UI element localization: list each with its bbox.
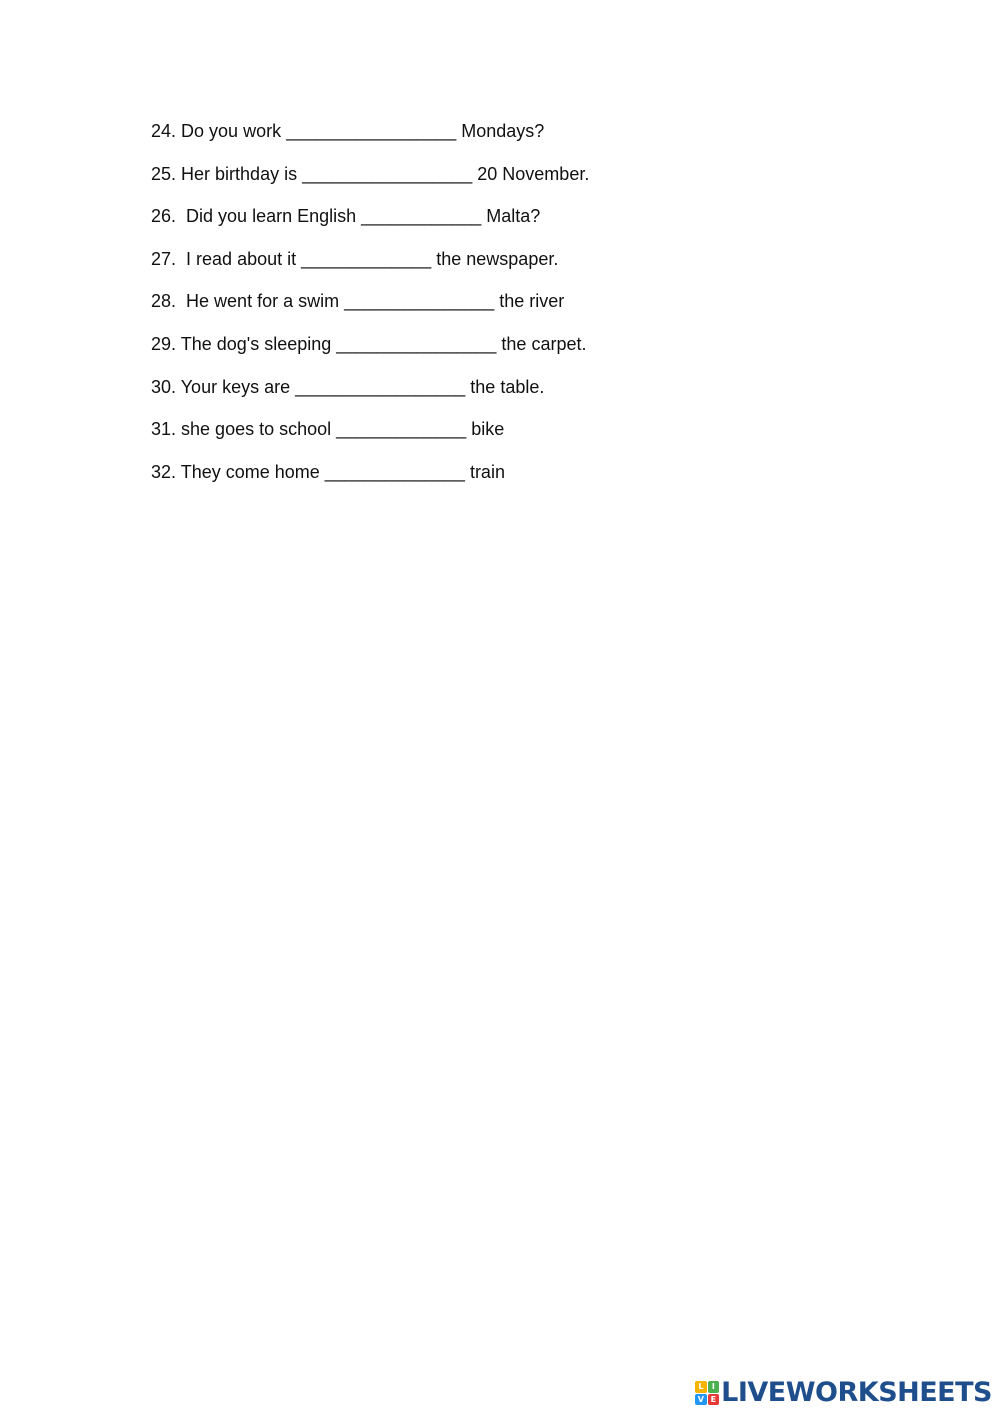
answer-blank[interactable]: ____________: [361, 206, 482, 227]
question-text-after: bike: [466, 419, 505, 440]
answer-blank[interactable]: _____________: [336, 419, 467, 440]
question-number: 24.: [151, 121, 177, 141]
question-text-before: They come home: [176, 461, 325, 482]
question-text-after: the newspaper.: [431, 248, 559, 269]
question-text-before: Do you work: [176, 121, 287, 141]
question-29: [151, 331, 589, 374]
question-text-after: the carpet.: [496, 333, 587, 354]
question-text-after: the river: [494, 291, 565, 312]
logo-mark-letter: V: [695, 1394, 707, 1406]
answer-blank[interactable]: _________________: [286, 121, 457, 141]
question-number: 27.: [151, 248, 177, 269]
question-number: 25.: [151, 163, 177, 184]
question-text-after: Malta?: [481, 206, 541, 227]
question-text-after: Mondays?: [456, 121, 545, 141]
question-number: 31.: [151, 419, 177, 440]
logo-mark-letter: I: [708, 1381, 720, 1393]
question-text-after: the table.: [465, 376, 545, 397]
question-list: [151, 118, 589, 501]
question-text-after: 20 November.: [472, 163, 590, 184]
question-text-before: Her birthday is: [176, 163, 303, 184]
question-24: [151, 118, 589, 161]
logo-mark-letter: L: [695, 1381, 707, 1393]
question-30: [151, 374, 589, 417]
liveworksheets-logo: [695, 1377, 992, 1409]
question-25: [151, 161, 589, 204]
question-26: [151, 203, 589, 246]
logo-mark-letter: E: [708, 1394, 720, 1406]
question-number: 30.: [151, 376, 177, 397]
question-text-before: Your keys are: [176, 376, 296, 397]
question-text-before: she goes to school: [176, 419, 337, 440]
question-number: 32.: [151, 461, 177, 482]
question-number: 29.: [151, 333, 177, 354]
question-27: [151, 246, 589, 289]
question-number: 26.: [151, 206, 177, 227]
question-text-before: Did you learn English: [176, 206, 362, 227]
question-28: [151, 288, 589, 331]
answer-blank[interactable]: _________________: [295, 376, 466, 397]
question-text-before: The dog's sleeping: [176, 333, 337, 354]
answer-blank[interactable]: _______________: [344, 291, 495, 312]
question-31: [151, 416, 589, 459]
logo-text: LIVEWORKSHEETS: [721, 1377, 992, 1408]
answer-blank[interactable]: ________________: [336, 333, 497, 354]
answer-blank[interactable]: _________________: [302, 163, 473, 184]
question-text-before: He went for a swim: [176, 291, 345, 312]
question-text-before: I read about it: [176, 248, 302, 269]
logo-mark-icon: [695, 1381, 719, 1405]
question-text-after: train: [464, 461, 505, 482]
answer-blank[interactable]: _____________: [301, 248, 432, 269]
question-number: 28.: [151, 291, 177, 312]
answer-blank[interactable]: ______________: [324, 461, 465, 482]
question-32: [151, 459, 589, 502]
